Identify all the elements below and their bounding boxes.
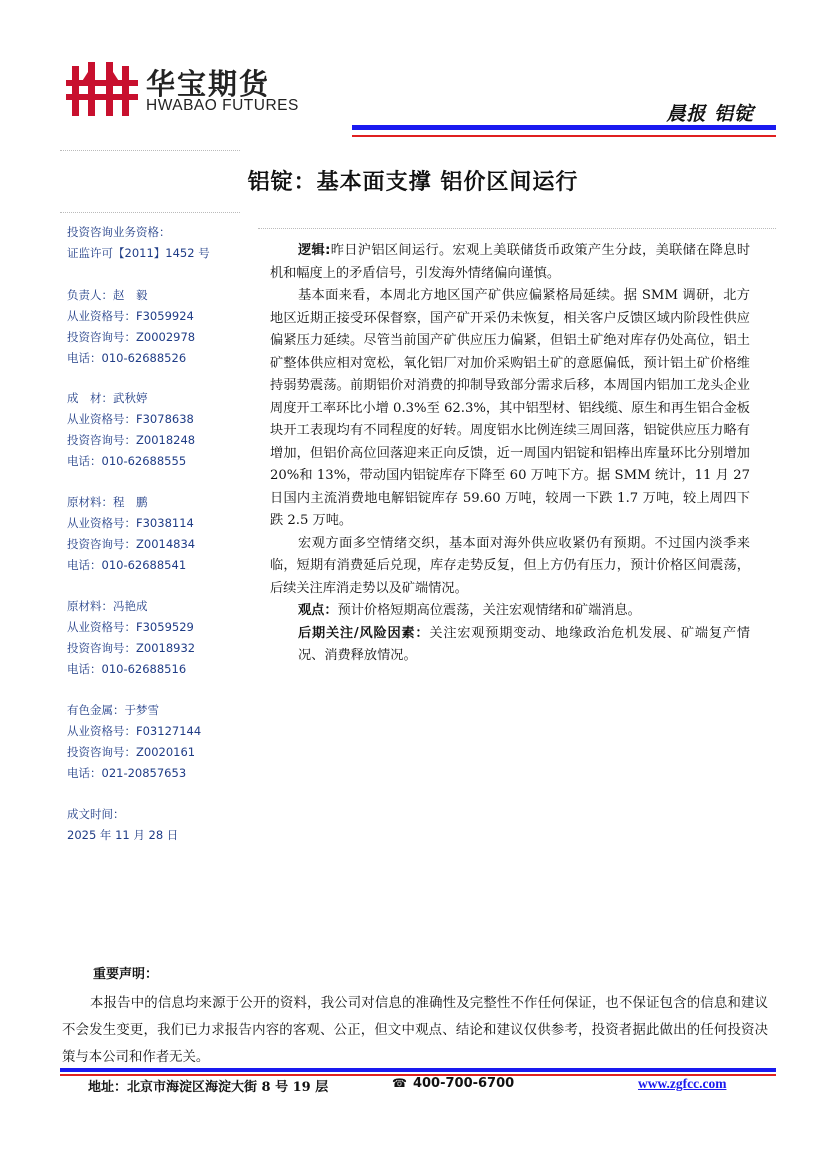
macro-paragraph: 宏观方面多空情绪交织，基本面对海外供应收紧仍有预期。不过国内淡季来临，短期有消费延后兑现，库存走势反复，但上方仍有压力，预计价格区间震荡，后续关注库消走势以及矿端情况。 (270, 535, 750, 596)
logic-text: 昨日沪铝区间运行。宏观上美联储货币政策产生分歧，美联储在降息时机和幅度上的矛盾信号，引发海外情绪偏向谨慎。 (270, 243, 751, 281)
view-text: 预计价格短期高位震荡，关注宏观情绪和矿端消息。 (337, 603, 641, 618)
contact-consult: 投资咨询号：Z0020161 (67, 745, 196, 759)
contact-cert: 从业资格号：F3038114 (67, 516, 194, 530)
contact-block (67, 596, 242, 680)
contact-role: 成 材：武秋婷 (67, 391, 148, 405)
footer-phone-number: 400-700-6700 (412, 1076, 515, 1091)
contact-phone: 电话：010-62688541 (67, 558, 187, 572)
footer-phone (392, 1076, 514, 1091)
contact-block (67, 388, 242, 472)
divider (60, 150, 240, 151)
divider (60, 212, 240, 213)
report-body (270, 240, 750, 668)
phone-icon: ☎ (392, 1076, 407, 1090)
qualification-block (67, 222, 242, 264)
contact-consult: 投资咨询号：Z0018932 (67, 641, 196, 655)
risk-text: 关注宏观预期变动、地缘政治危机发展、矿端复产情况、消费释放情况。 (298, 625, 750, 663)
logo-chinese-name: 华宝期货 (146, 67, 271, 101)
logic-paragraph (270, 240, 750, 285)
divider (258, 228, 776, 229)
contact-cert: 从业资格号：F3078638 (67, 412, 194, 426)
qualification-label: 投资咨询业务资格： (67, 225, 171, 239)
contact-role: 负责人：赵 毅 (67, 288, 148, 302)
contact-block (67, 700, 242, 784)
footer-address: 地址：北京市海淀区海淀大街 8 号 19 层 (88, 1080, 329, 1095)
contact-role: 有色金属：于梦雪 (67, 703, 159, 717)
report-type-tag: 晨报 铝锭 (666, 103, 754, 125)
fundamental-paragraph: 基本面来看，本周北方地区国产矿供应偏紧格局延续。据 SMM 调研，北方地区近期正接受环保督察，国产矿开采仍未恢复，相关客户反馈区域内阶段性供应偏紧压力延续。尽管当前国产矿供应压力偏紧，但铝土矿绝对库存仍处高位，铝土矿整体供应相对宽松，氧化铝厂对加价采购铝土矿的意愿偏低，预计铝土矿价格维持弱势震荡。前期铝价对消费的抑制导致部分需求后移，本周国内铝加工龙头企业周度开工率环比小增 0.3%至 62.3%，其中铝型材、铝线缆、原生和再生铝合金板块开工表现均有不同程度的好转。周度铝水比例连续三周回落，铝锭供应压力略有增加，但铝价高位回落迎来正向反馈，近一周国内铝锭和铝棒出库量环比分别增加 20%和 13%，带动国内铝锭库存下降至 60 万吨下方。据 SMM 统计，11 月 27 日国内主流消费地电解铝锭库存 59.60 万吨，较周一下跌 1.7 万吨，较上周四下跌 2.5 万吨。 (270, 288, 750, 528)
qualification-value: 证监许可【2011】1452 号 (67, 246, 210, 260)
view-label: 观点： (298, 603, 338, 618)
contact-block (67, 285, 242, 369)
contact-phone: 电话：010-62688555 (67, 454, 187, 468)
contact-role: 原材料：冯艳成 (67, 599, 148, 613)
view-paragraph (270, 600, 750, 623)
contact-role: 原材料：程 鹏 (67, 495, 148, 509)
contact-block (67, 492, 242, 576)
contact-phone: 电话：010-62688516 (67, 662, 187, 676)
footer-website-link[interactable]: www.zgfcc.com (638, 1076, 727, 1091)
header-rule-red (352, 135, 776, 137)
disclaimer-text: 本报告中的信息均来源于公开的资料，我公司对信息的准确性及完整性不作任何保证，也不保证包含的信息和建议不会发生变更，我们已力求报告内容的客观、公正，但文中观点、结论和建议仅供参考，投资者据此做出的任何投资决策与本公司和作者无关。 (62, 996, 768, 1065)
date-block (67, 804, 242, 846)
logic-label: 逻辑: (298, 243, 331, 258)
header-rule-blue (352, 125, 776, 130)
contact-phone: 电话：021-20857653 (67, 766, 187, 780)
company-logo (66, 62, 316, 122)
report-title: 铝锭：基本面支撑 铝价区间运行 (247, 170, 579, 195)
contact-consult: 投资咨询号：Z0002978 (67, 330, 196, 344)
contact-cert: 从业资格号：F03127144 (67, 724, 202, 738)
date-value: 2025 年 11 月 28 日 (67, 828, 179, 842)
footer-rule-blue (60, 1068, 776, 1072)
logo-english-name: HWABAO FUTURES (146, 97, 299, 114)
contact-cert: 从业资格号：F3059529 (67, 620, 194, 634)
risk-label: 后期关注/风险因素： (298, 625, 430, 641)
contact-consult: 投资咨询号：Z0014834 (67, 537, 196, 551)
hwabao-logo-icon (66, 62, 138, 118)
contact-consult: 投资咨询号：Z0018248 (67, 433, 196, 447)
contact-phone: 电话：010-62688526 (67, 351, 187, 365)
risk-paragraph (270, 623, 750, 668)
disclaimer-title: 重要声明： (93, 967, 159, 982)
date-label: 成文时间： (67, 807, 125, 821)
contact-cert: 从业资格号：F3059924 (67, 309, 194, 323)
